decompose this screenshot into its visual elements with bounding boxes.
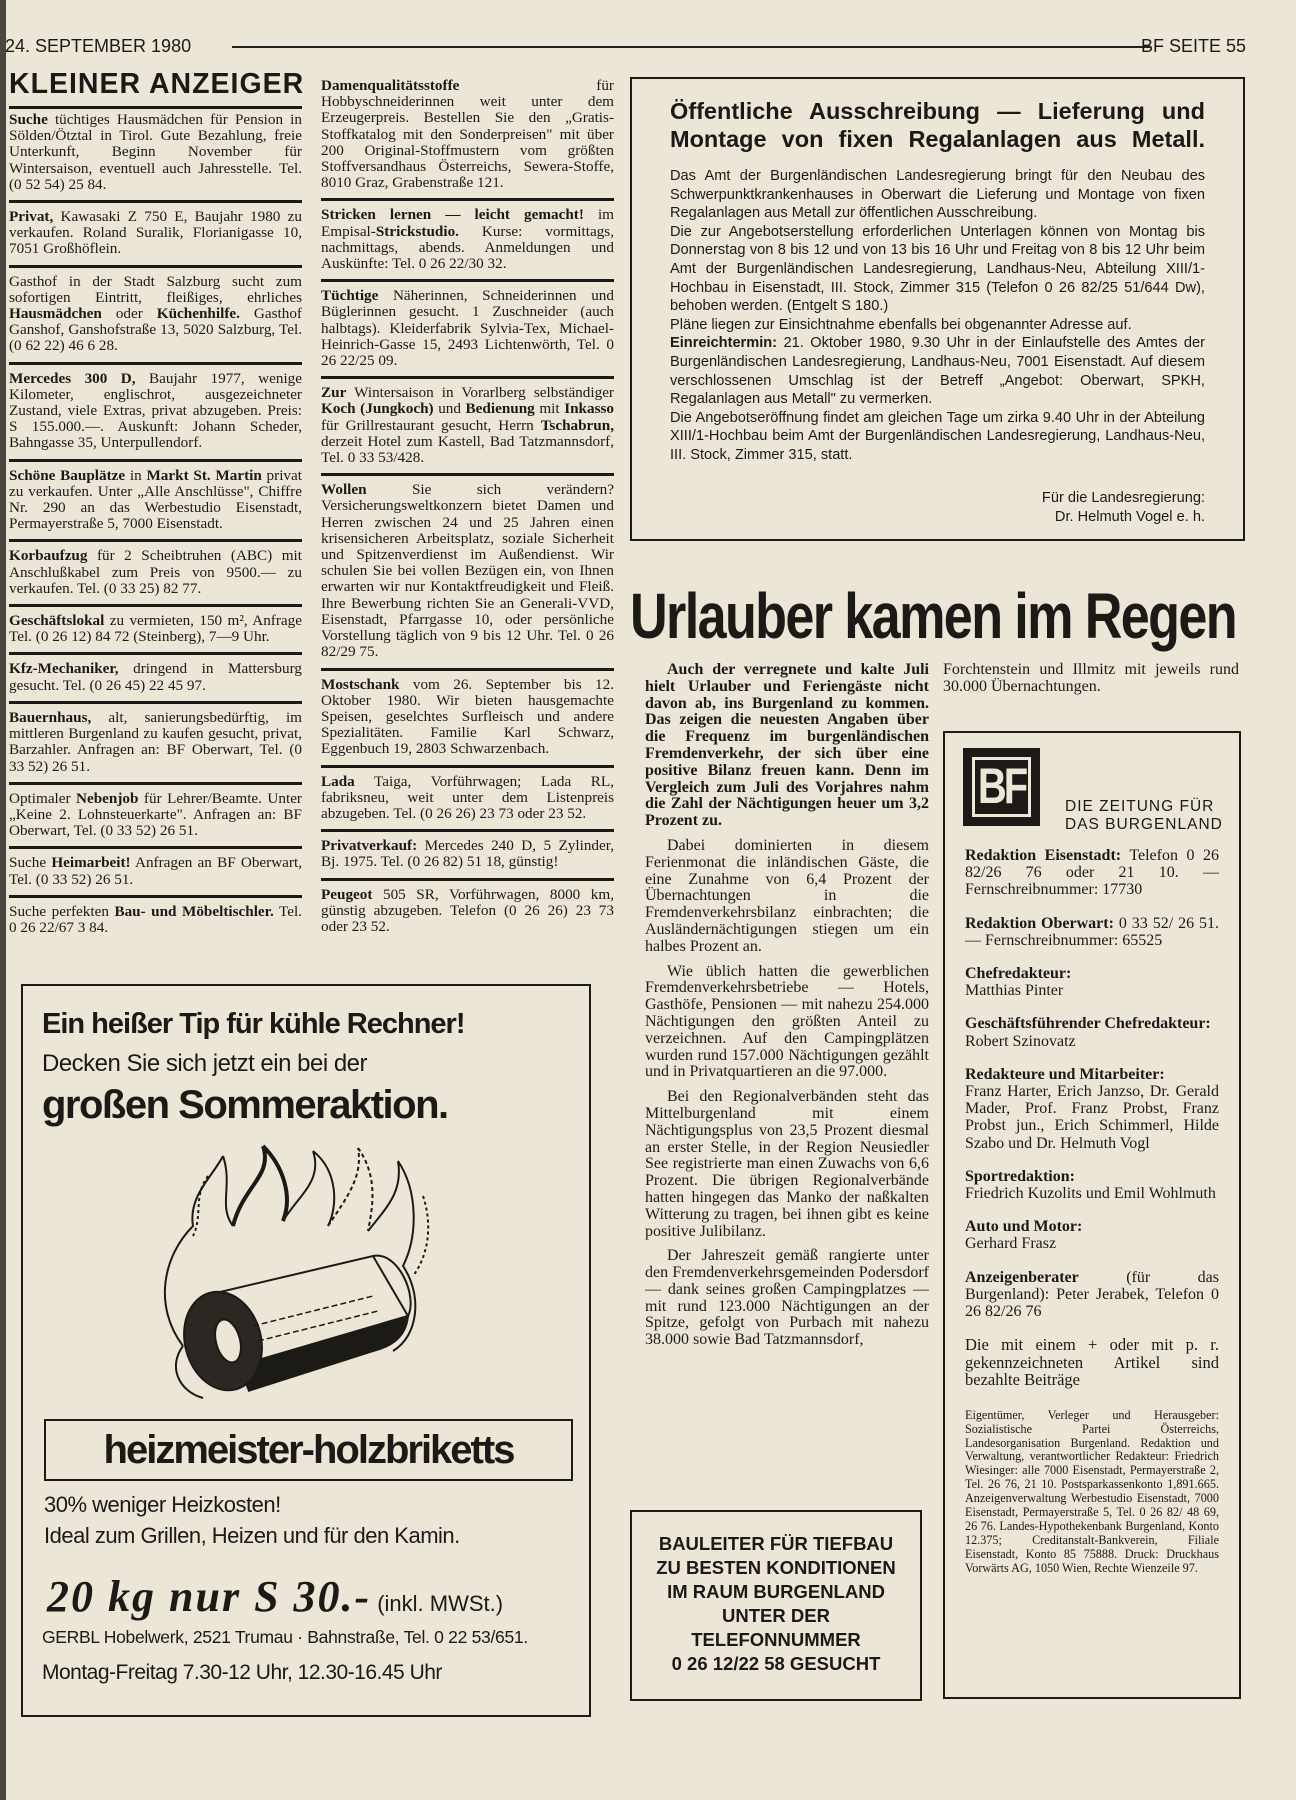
ad-keyword: Küchenhilfe. xyxy=(156,305,240,323)
section-text: Gerhard Frasz xyxy=(965,1235,1057,1253)
article-paragraph: Bei den Regionalverbänden steht das Mittelburgenland mit einem Nächtigungsplus von 23,5 Prozent diesmal an erster Stelle, in der Region Neusiedler See registrierte man einen Zuwachs von 6,6 Prozent. Die übrigen Regionalverbände hatten hingegen das Manko der naßkalten Witterung zu tragen, bei ihnen gibt es keine positive Julibilanz. xyxy=(645,1088,929,1240)
ad-keyword: Wollen xyxy=(321,481,367,499)
bauleiter-line: TELEFONNUMMER xyxy=(691,1629,861,1650)
deadline-text: 21. Oktober 1980, 9.30 Uhr in der Einlaufstelle des Amtes der Burgenländischen Landesregierung, Landhaus-Neu, 7001 Eisenstadt. Auf diesem verschlossenen Umschlag ist der Betreff „Angebot: Oberwart, SPKH, Regalanlagen aus Metall" zu vermerken. xyxy=(670,335,1205,408)
ad-text: 505 SR, Vorführwagen, 8000 km, günstig abzugeben. Telefon (0 26 26) 23 73 oder 23 52. xyxy=(321,885,614,935)
article-paragraph: Dabei dominierten in diesem Ferienmonat die inländischen Gäste, die eine Zunahme von 6,4 Prozent der Übernachtungen in die Fremdenverkehrsbilanz einbrachten; die Ausländernächtigungen stiegen um ein halbes Prozent an. xyxy=(645,836,929,955)
ad-divider xyxy=(9,362,302,365)
bauleiter-line: IM RAUM BURGENLAND xyxy=(667,1581,885,1602)
section-text: Franz Harter, Erich Janzso, Dr. Gerald Mader, Prof. Franz Probst, Franz Probst jun., Erich Schimmerl, Hilde Szabo und Dr. Helmuth Vogl xyxy=(965,1083,1219,1152)
ad-text: privat zu verkaufen. Unter „Alle Anschlüsse", Chiffre Nr. 290 an das Werbestudio Eisenstadt, Permayerstraße 5, 7000 Eisenstadt. xyxy=(9,466,302,533)
tagline-line: DIE ZEITUNG FÜR xyxy=(1065,798,1215,815)
classified-ad xyxy=(321,478,614,665)
ad-keyword: Lada xyxy=(321,772,355,790)
section-heading: Auto und Motor: xyxy=(965,1218,1083,1236)
ad-keyword: Damenqualitätsstoffe xyxy=(321,77,460,94)
ad-divider xyxy=(321,473,614,476)
classified-ad xyxy=(9,657,302,698)
bf-logo xyxy=(963,748,1040,826)
section-text: Friedrich Kuzolits und Emil Wohlmuth xyxy=(965,1185,1216,1203)
masthead-sections xyxy=(965,847,1219,1592)
ad-brand: heizmeister-holzbriketts xyxy=(44,1419,573,1481)
bauleiter-ad xyxy=(630,1510,922,1701)
section-text: Robert Szinovatz xyxy=(965,1032,1076,1050)
section-text: Matthias Pinter xyxy=(965,982,1064,1000)
ad-text: Kurse: vormittags, nachmittags, abends. Anmeldungen und Auskünfte: Tel. 0 26 22/30 32. xyxy=(321,222,614,273)
ad-keyword: Peugeot xyxy=(321,885,373,903)
ad-keyword: Kfz-Mechaniker, xyxy=(9,660,119,678)
tender-paragraph xyxy=(670,334,1205,408)
classified-ad xyxy=(9,851,302,892)
article-paragraph: Wie üblich hatten die gewerblichen Fremdenverkehrsbetriebe — Hotels, Gasthöfe, Pensionen — mit nahezu 254.000 Nächtigungen den größten Anteil zu verzeichnen. Auf den Campingplätzen wurden rund 157.000 Nächtigungen gezählt und in Privatquartieren an die 97.000. xyxy=(645,962,929,1081)
section-heading: Redakteure und Mitarbeiter: xyxy=(965,1065,1165,1083)
ad-divider xyxy=(321,765,614,768)
classified-ad xyxy=(321,883,614,941)
classified-ad xyxy=(321,74,614,196)
classifieds-title: KLEINER ANZEIGER xyxy=(9,68,305,100)
burning-briquette-illustration xyxy=(123,1136,463,1411)
ad-text: derzeit Hotel zum Kastell, Bad Tatzmannsdorf, Tel. 0 33 53/428. xyxy=(321,432,614,467)
masthead-section xyxy=(965,1269,1219,1321)
ad-divider xyxy=(9,895,302,898)
ad-text: für Lehrer/Beamte. Unter „Keine 2. Lohnsteuerkarte". Anfragen an: BF Oberwart, Tel. (0 33 52) 26 51. xyxy=(9,789,302,840)
ad-text: Baujahr 1977, wenige Kilometer, englischrot, ausgezeichneter Zustand, viele Extras, privat abzugeben. Preis: S 155.000.—. Auskunft: Johann Scheder, Bahngasse 35, Unterpullendorf. xyxy=(9,369,302,452)
classified-ad xyxy=(321,203,614,277)
briquette-ad xyxy=(21,984,591,1717)
ad-keyword: Heimarbeit! xyxy=(51,854,131,872)
ad-keyword: Geschäftslokal xyxy=(9,612,105,630)
classified-ad xyxy=(9,787,302,845)
article-lead: Auch der verregnete und kalte Juli hielt Urlauber und Feriengäste nicht davon ab, ins Burgenland zu kommen. Das zeigen die neuesten Angaben über die Frequenz im burgenländischen Fremdenverkehr, der sich über eine positive Bilanz freuen kann. Denn im Vergleich zum Juli des Vorjahres nahm die Zahl der Nächtigungen heuer um 3,2 Prozent zu. xyxy=(645,661,929,830)
tender-paragraph: Die zur Angebotserstellung erforderlichen Unterlagen können von Montag bis Donnerstag von 8 bis 12 und von 13 bis 16 Uhr und Freitag von 8 bis 12 Uhr beim Amt der Burgenländischen Landesregierung, Landhaus-Neu, Abteilung XIII/1-Hochbau in Eisenstadt, III. Stock, Zimmer 315 (Telefon 0 26 82/25 51/644 Dw), behoben werden. (Entgelt S 180.) xyxy=(670,223,1205,315)
ad-text: dringend in Mattersburg gesucht. Tel. (0 26 45) 22 45 97. xyxy=(9,660,302,694)
section-text: (für das Burgenland): Peter Jerabek, Telefon 0 26 82/26 76 xyxy=(965,1268,1219,1321)
section-heading: Anzeigenberater xyxy=(965,1268,1079,1286)
ad-text: in xyxy=(125,466,147,484)
classified-ad xyxy=(9,270,302,360)
signature-line: Für die Landesregierung: xyxy=(1041,490,1205,506)
masthead-section xyxy=(965,1066,1219,1152)
section-heading: Redaktion Oberwart: xyxy=(965,914,1114,932)
ad-text: im Empisal- xyxy=(321,206,614,240)
ad-text: mit xyxy=(534,400,565,418)
classified-ad xyxy=(9,900,302,941)
section-heading: Sportredaktion: xyxy=(965,1167,1075,1185)
article-continuation: Forchtenstein und Illmitz mit jeweils rund 30.000 Übernachtungen. xyxy=(943,661,1239,695)
ad-divider xyxy=(321,878,614,881)
ad-keyword: Schöne Bauplätze xyxy=(9,466,126,484)
header-rule xyxy=(232,46,1150,48)
ad-text: Mercedes 240 D, 5 Zylinder, Bj. 1975. Tel. (0 26 82) 51 18, günstig! xyxy=(321,837,614,871)
ad-benefits xyxy=(44,1489,460,1551)
price-note: (inkl. MWSt.) xyxy=(377,1591,504,1616)
ad-address: GERBL Hobelwerk, 2521 Trumau · Bahnstraße, Tel. 0 22 53/651. xyxy=(42,1627,528,1647)
tender-title: Öffentliche Ausschreibung — Lieferung und Montage von fixen Regalanlagen aus Metall. xyxy=(670,98,1205,152)
ad-keyword: Inkasso xyxy=(564,400,614,418)
ad-keyword: Korbaufzug xyxy=(9,547,88,565)
section-heading: Redaktion Eisenstadt: xyxy=(965,847,1122,864)
ad-keyword: Privat, xyxy=(9,208,54,226)
ad-divider xyxy=(9,604,302,607)
ad-divider xyxy=(9,459,302,462)
tender-paragraph: Das Amt der Burgenländischen Landesregierung bringt für den Neubau des Schwerpunktkrankenhauses in Oberwart die Lieferung und Montage von fixen Regalanlagen aus Metall zur öffentlichen Ausschreibung. xyxy=(670,168,1205,222)
tagline-line: DAS BURGENLAND xyxy=(1065,816,1223,833)
section-text: 0 33 52/ 26 51. — Fernschreibnummer: 65525 xyxy=(965,914,1220,949)
ad-keyword: Nebenjob xyxy=(76,789,139,807)
ad-text: für 2 Scheibtruhen (ABC) mit Anschlußkabel zum Preis von 9500.— zu verkaufen. Tel. (0 33 25) 82 77. xyxy=(9,547,302,597)
ad-text: Kawasaki Z 750 E, Baujahr 1980 zu verkaufen. Roland Suralik, Florianigasse 10, 7051 Großhöflein. xyxy=(9,208,302,258)
ad-hours: Montag-Freitag 7.30-12 Uhr, 12.30-16.45 Uhr xyxy=(42,1661,442,1684)
ad-divider xyxy=(9,200,302,203)
ad-headline: Ein heißer Tip für kühle Rechner! xyxy=(42,1008,465,1040)
classified-ad xyxy=(9,706,302,780)
tender-body xyxy=(670,167,1205,465)
scan-edge xyxy=(0,0,6,1800)
classified-ad xyxy=(9,609,302,650)
ad-divider xyxy=(321,829,614,832)
ad-text: Gasthof Ganshof, Ganshofstraße 13, 5020 Salzburg, Tel. (0 62 22) 46 6 28. xyxy=(9,305,302,355)
ad-divider xyxy=(9,539,302,542)
ad-text: Sie sich verändern? Versicherungsweltkonzern bietet Damen und Herren zwischen 24 und 25 Jahren einen krisensicheren Arbeitsplatz, soziale Sicherheit und Spitzenverdienst im Außendienst. Wir schulen Sie bei vollen Bezügen ein, von Ihnen erwarten wir nur Kontaktfreudigkeit und Fleiß. Ihre Bewerbung richten Sie an Generali-VVD, Eisenstadt, Pfarrgasse 10, oder persönliche Vorstellung täglich von 9 bis 12 Uhr. Tel. 0 26 82/29 75. xyxy=(321,481,614,661)
ad-text: tüchtiges Hausmädchen für Pension in Sölden/Ötztal in Tirol. Gute Bezahlung, freie Unterkunft, Beginn November für Wintersaison, eventuell auch Jahresstelle. Tel. (0 52 54) 25 84. xyxy=(9,111,302,193)
article-column-2 xyxy=(943,662,1239,704)
classified-ad xyxy=(9,464,302,538)
ad-divider xyxy=(9,846,302,849)
ad-divider xyxy=(9,782,302,785)
masthead-section xyxy=(965,1218,1219,1252)
ad-text: alt, sanierungsbedürftig, im mittleren Burgenland zu kaufen gesucht, privat, Barzahler. Anfragen an: BF Oberwart, Tel. (0 33 52) 26 51. xyxy=(9,708,302,775)
classifieds-column-left xyxy=(9,108,302,941)
classified-ad xyxy=(321,381,614,471)
bauleiter-line: ZU BESTEN KONDITIONEN xyxy=(656,1557,896,1578)
masthead-section xyxy=(965,1015,1219,1049)
benefit-line: Ideal zum Grillen, Heizen und für den Kamin. xyxy=(44,1523,460,1548)
benefit-line: 30% weniger Heizkosten! xyxy=(44,1492,281,1517)
section-heading: Geschäftsführender Chefredakteur: xyxy=(965,1015,1211,1033)
ad-divider xyxy=(9,701,302,704)
ad-price xyxy=(47,1571,503,1622)
ad-text: Taiga, Vorführwagen; Lada RL, fabriksneu, weit unter dem Listenpreis abzugeben. Tel. (0 26 26) 23 73 oder 23 52. xyxy=(321,772,614,822)
ad-keyword: Bauernhaus, xyxy=(9,708,92,726)
page-number: BF SEITE 55 xyxy=(1140,36,1246,56)
classified-ad xyxy=(321,834,614,875)
ad-keyword: Suche xyxy=(9,111,48,128)
masthead-section xyxy=(965,915,1219,949)
ad-keyword: Markt St. Martin xyxy=(146,466,262,484)
ad-text: Gasthof in der Stadt Salzburg sucht zum sofortigen Eintritt, fleißiges, ehrliches xyxy=(9,272,302,306)
ad-divider xyxy=(321,279,614,282)
ad-text: oder xyxy=(101,305,157,323)
classified-ad xyxy=(9,108,302,198)
ad-keyword: Bau- und Möbeltischler. xyxy=(114,902,274,920)
article-headline: Urlauber kamen im Regen xyxy=(630,580,1236,652)
tender-signature xyxy=(1042,489,1205,527)
bauleiter-line: UNTER DER xyxy=(722,1605,830,1626)
ad-keyword: Bedienung xyxy=(465,400,535,418)
signature-name: Dr. Helmuth Vogel e. h. xyxy=(1054,509,1205,525)
classified-ad xyxy=(321,673,614,763)
ad-keyword: Koch (Jungkoch) xyxy=(321,400,434,418)
ad-divider xyxy=(321,376,614,379)
masthead-tagline xyxy=(1065,798,1223,834)
ad-text: und xyxy=(433,400,466,418)
ad-keyword: Tschabrun, xyxy=(540,416,614,434)
classified-ad xyxy=(321,284,614,374)
tender-paragraph: Pläne liegen zur Einsichtnahme ebenfalls bei obgenannter Adresse auf. xyxy=(670,316,1132,333)
masthead-section xyxy=(965,965,1219,999)
tender-paragraph: Die Angebotseröffnung findet am gleichen Tage um zirka 9.40 Uhr in der Abteilung XIII/1-Hochbau beim Amt der Burgenländischen Landesregierung, Landhaus-Neu, III. Stock, Zimmer 315, statt. xyxy=(670,409,1205,463)
section-heading: Chefredakteur: xyxy=(965,965,1072,983)
ad-keyword: Tüchtige xyxy=(321,287,379,305)
section-text: Telefon 0 26 82/26 76 oder 21 10. — Fernschreibnummer: 17730 xyxy=(965,847,1220,899)
ad-subline: Decken Sie sich jetzt ein bei der xyxy=(42,1050,368,1077)
ad-campaign: großen Sommeraktion. xyxy=(42,1083,448,1127)
ad-text: Anfragen an BF Oberwart, Tel. (0 33 52) 26 51. xyxy=(9,854,302,888)
ad-keyword: Stricken lernen — leicht gemacht! xyxy=(321,206,584,224)
ad-text: Tel. 0 26 22/67 3 84. xyxy=(9,902,302,936)
ad-divider xyxy=(9,652,302,655)
ad-text: für Hobbyschneiderinnen weit unter dem Erzeugerpreis. Bestellen Sie den „Gratis-Stoffkatalog mit den Sonderpreisen" mit über 200 Original-Stoffmustern vom größten Stoffversandhaus Österreichs, Sewera-Stoffe, 8010 Graz, Grabenstraße 121. xyxy=(321,77,614,192)
logo-letters: BF xyxy=(977,758,1026,814)
masthead-section xyxy=(965,847,1219,899)
classified-ad xyxy=(9,205,302,263)
classified-ad xyxy=(321,770,614,828)
bauleiter-line: BAULEITER FÜR TIEFBAU xyxy=(658,1533,894,1554)
ad-text: für Grillrestaurant gesucht, Herrn xyxy=(321,416,541,434)
ad-text: Wintersaison in Vorarlberg selbständiger xyxy=(346,384,614,402)
ad-text: zu vermieten, 150 m², Anfrage Tel. (0 26 12) 84 72 (Steinberg), 7—9 Uhr. xyxy=(9,612,302,646)
bauleiter-line: 0 26 12/22 58 GESUCHT xyxy=(671,1653,881,1674)
ad-divider xyxy=(9,265,302,268)
classifieds-column-right xyxy=(321,74,614,940)
issue-date: 24. SEPTEMBER 1980 xyxy=(5,36,192,56)
ad-text: Suche perfekten xyxy=(9,902,115,920)
ad-keyword: Privatverkauf: xyxy=(321,837,418,855)
paid-content-note: Die mit einem + oder mit p. r. gekennzeichneten Artikel sind bezahlte Beiträge xyxy=(965,1335,1219,1390)
classified-ad xyxy=(9,367,302,457)
article-column-1 xyxy=(645,662,929,1357)
ad-text: vom 26. September bis 12. Oktober 1980. Wir bieten hausgemachte Speisen, geselchtes Surfleisch und andere Spezialitäten. Familie Karl Schwarz, Eggenbuch 19, 2803 Schwarzenbach. xyxy=(321,675,614,758)
ad-keyword: Zur xyxy=(321,384,347,402)
article-paragraph: Der Jahreszeit gemäß rangierte unter den Fremdenverkehrsgemeinden Podersdorf — dank seines großen Campingplatzes — mit rund 123.000 Nächtigungen an der Spitze, gefolgt von Purbach mit nahezu 38.000 sowie Bad Tatzmannsdorf, xyxy=(645,1247,929,1349)
ad-text: Optimaler xyxy=(9,789,77,807)
ad-divider xyxy=(321,668,614,671)
masthead-section xyxy=(965,1168,1219,1202)
ad-keyword: Hausmädchen xyxy=(9,305,102,323)
ad-keyword: Mercedes 300 D, xyxy=(9,369,136,387)
ad-divider xyxy=(321,198,614,201)
ad-keyword: Strickstudio. xyxy=(375,222,459,240)
ad-text: Näherinnen, Schneiderinnen und Büglerinnen gesucht. 1 Zuschneider (auch halbtags). Kleiderfabrik Sylvia-Tex, Michael-Heinrich-Gasse 15, 2493 Lichtenwörth, Tel. 0 26 22/25 09. xyxy=(321,287,614,370)
ad-keyword: Mostschank xyxy=(321,675,400,693)
price-value: 20 kg nur S 30.- xyxy=(47,1572,372,1621)
deadline-label: Einreichtermin: xyxy=(670,335,778,352)
ad-text: Suche xyxy=(9,854,52,872)
imprint: Eigentümer, Verleger und Herausgeber: Sozialistische Partei Österreichs, Landesorganisation Burgenland. Redaktion und Verwaltung, verantwortlicher Redakteur: Friedrich Wiesinger: alle 7000 Eisenstadt, Permayerstraße 2, Tel. 26 76, 21 10. Postsparkassenkonto 1,891.665. Anzeigenverwaltung Werbestudio Eisenstadt, 7000 Eisenstadt, Permayerstraße 5, Tel. 0 26 82/ 48 69, 26 76. Landes-Hypothekenbank Burgenland, Konto 12.375; Creditanstalt-Bankverein, Filiale Eisenstadt, Konto 85 75888. Druck: Druckhaus Vorwärts AG, 1050 Wien, Rechte Wienzeile 97. xyxy=(965,1407,1219,1575)
classified-ad xyxy=(9,544,302,602)
tender-notice xyxy=(630,77,1245,541)
masthead-box xyxy=(943,731,1241,1699)
